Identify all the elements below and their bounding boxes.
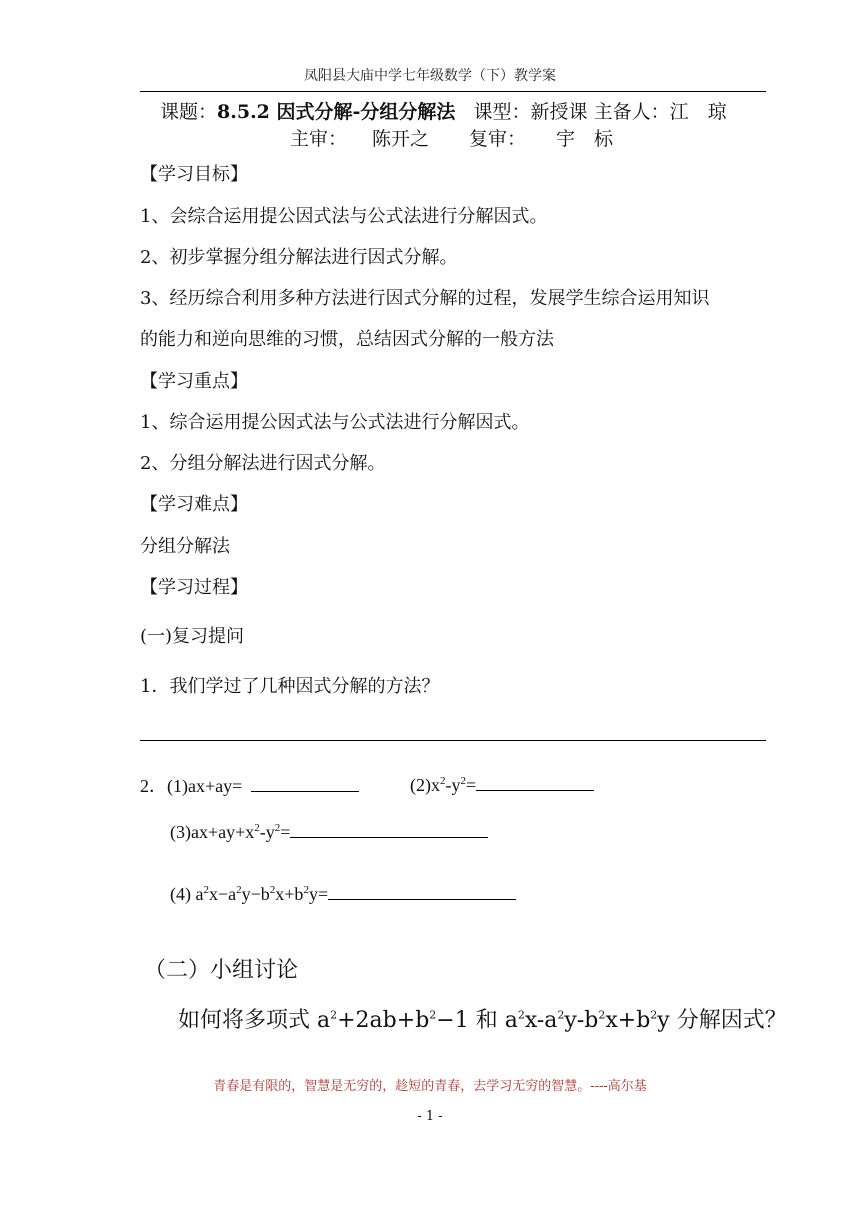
q2d-part: x+b	[275, 884, 304, 904]
exponent: 2	[274, 822, 281, 834]
group-q-part: y-b	[564, 1008, 599, 1033]
group-heading: （二）小组讨论	[144, 958, 299, 983]
question-2a	[140, 772, 359, 798]
key-point-item: 2、分组分解法进行因式分解。	[140, 453, 386, 474]
question-2-number: 2．	[140, 776, 167, 796]
answer-line-q1[interactable]	[140, 740, 766, 741]
exponent: 2	[330, 1008, 338, 1022]
re-reviewer-label: 复审：	[469, 128, 527, 150]
difficulty-item: 分组分解法	[140, 536, 230, 557]
exponent: 2	[440, 775, 446, 787]
lesson-type: 课型：新授课	[473, 101, 588, 123]
exponent: 2	[460, 775, 466, 787]
q2b-part: -y	[445, 775, 461, 795]
q2d-blank[interactable]	[328, 881, 516, 900]
exponent: 2	[517, 1008, 525, 1022]
q2a-expression: (1)ax+ay=	[167, 776, 243, 796]
main-reviewer-label: 主审：	[290, 128, 348, 150]
exponent: 2	[650, 1008, 658, 1022]
key-points-heading: 【学习重点】	[140, 371, 248, 392]
q2c-blank[interactable]	[290, 819, 488, 838]
group-q-part: x+b	[605, 1008, 651, 1033]
group-q-part: +2ab+b	[337, 1008, 430, 1033]
goal-item: 2、初步掌握分组分解法进行因式分解。	[140, 247, 458, 268]
re-reviewer-name: 宇 标	[556, 128, 614, 150]
group-q-part: −1 和 a	[436, 1008, 518, 1033]
exponent: 2	[598, 1008, 606, 1022]
question-2d	[170, 881, 516, 905]
footer-quote: 青春是有限的，智慧是无穷的，趁短的青春，去学习无穷的智慧。----高尔基	[213, 1079, 647, 1094]
q2c-part: =	[280, 822, 291, 842]
exponent: 2	[236, 884, 242, 896]
q2c-part: -y	[259, 822, 275, 842]
exponent: 2	[254, 822, 260, 834]
key-point-item: 1、综合运用提公因式法与公式法进行分解因式。	[140, 412, 530, 433]
group-q-part: x-a	[524, 1008, 558, 1033]
q2b-part: =	[466, 775, 477, 795]
main-reviewer-name: 陈开之	[372, 128, 430, 150]
q2d-part: x−a	[208, 884, 237, 904]
question-2c	[170, 819, 488, 843]
process-heading: 【学习过程】	[140, 577, 248, 598]
q2b-blank[interactable]	[476, 772, 594, 791]
q2d-part: y=	[308, 884, 329, 904]
exponent: 2	[303, 884, 309, 896]
group-question	[178, 1003, 787, 1034]
lesson-title	[160, 97, 727, 124]
difficulties-heading: 【学习难点】	[140, 494, 248, 515]
q2c-part: (3)ax+ay+x	[170, 822, 255, 842]
reviewers-line	[290, 124, 613, 151]
goals-heading: 【学习目标】	[140, 164, 248, 185]
q2d-part: y−b	[241, 884, 270, 904]
title-topic: 8.5.2 因式分解-分组分解法	[217, 101, 456, 123]
goal-item: 的能力和逆向思维的习惯，总结因式分解的一般方法	[140, 329, 554, 350]
exponent: 2	[557, 1008, 565, 1022]
q2b-part: (2)x	[410, 775, 440, 795]
lesson-author: 主备人：江 琼	[593, 101, 727, 123]
review-heading: (一)复习提问	[140, 626, 245, 647]
q2a-blank[interactable]	[251, 773, 359, 792]
question-1: 1．我们学过了几种因式分解的方法？	[140, 676, 440, 697]
page-number: - 1 -	[417, 1109, 443, 1124]
title-prefix: 课题：	[160, 101, 218, 123]
exponent: 2	[269, 884, 276, 896]
goal-item: 3、经历综合利用多种方法进行因式分解的过程，发展学生综合运用知识	[140, 288, 710, 309]
exponent: 2	[203, 884, 209, 896]
exponent: 2	[429, 1008, 437, 1022]
goal-item: 1、会综合运用提公因式法与公式法进行分解因式。	[140, 206, 548, 227]
group-q-part: y 分解因式？	[657, 1008, 787, 1033]
question-2b	[410, 772, 594, 796]
header-rule	[140, 91, 766, 92]
group-q-part: 如何将多项式 a	[178, 1008, 331, 1033]
q2d-part: (4) a	[170, 884, 204, 904]
document-header: 凤阳县大庙中学七年级数学（下）教学案	[304, 68, 556, 84]
